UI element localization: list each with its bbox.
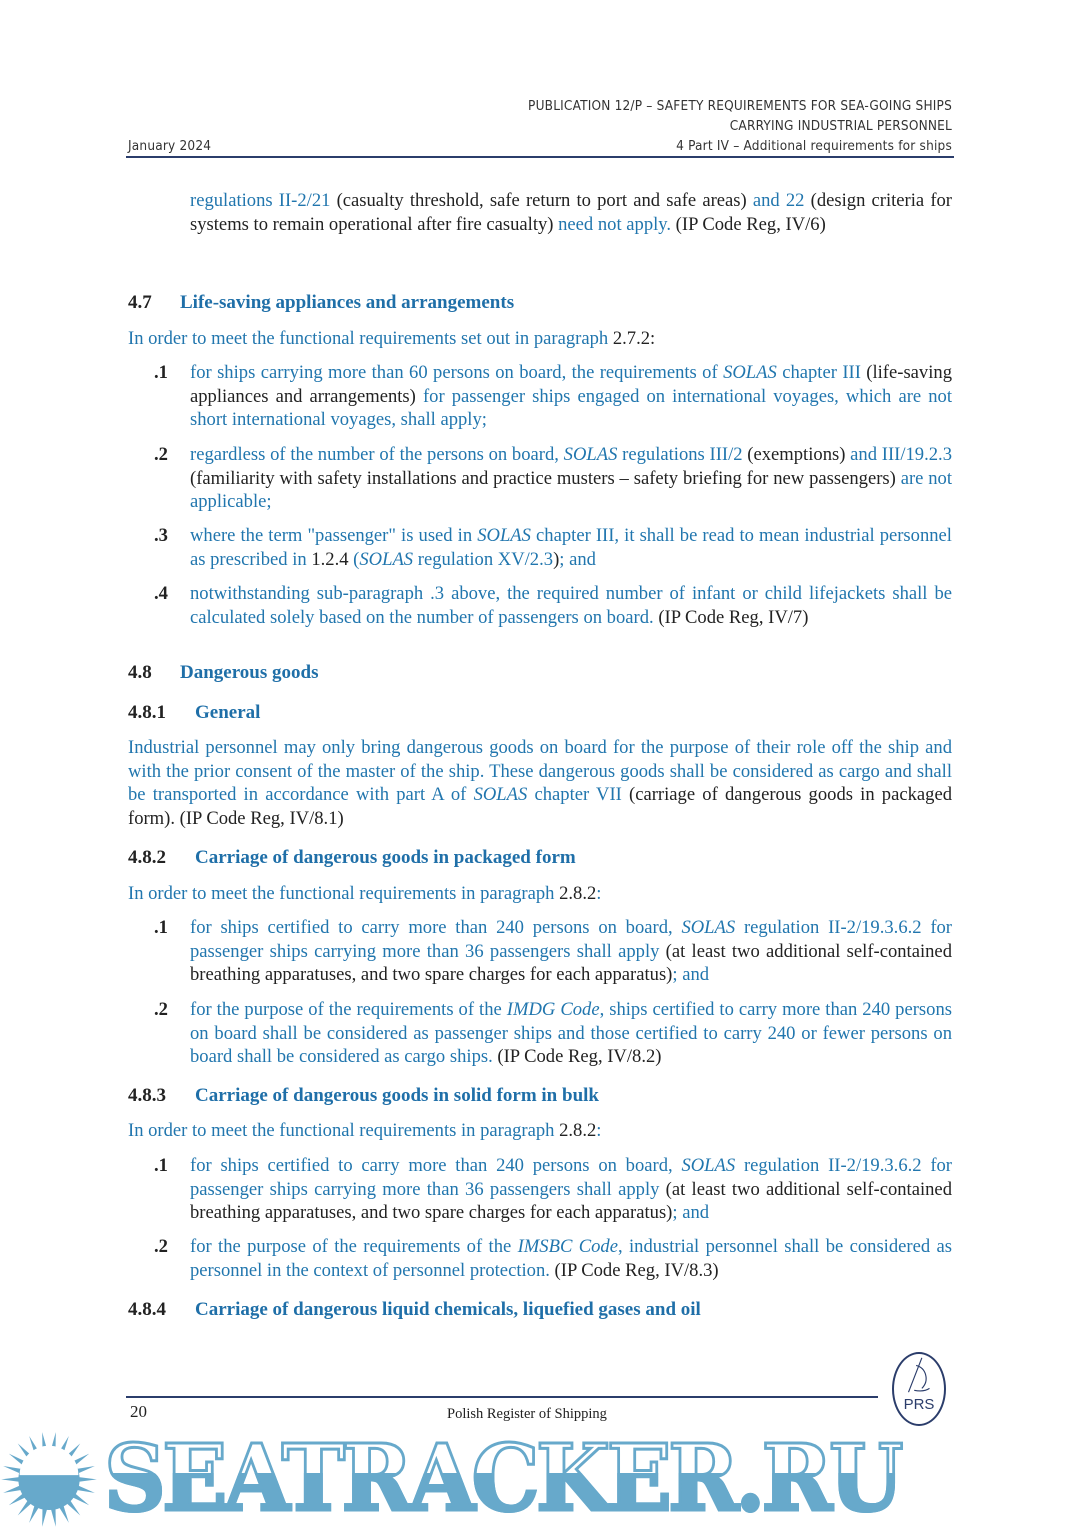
- section-title: Carriage of dangerous liquid chemicals, liquefied gases and oil: [195, 1299, 701, 1320]
- list-item: [190, 1154, 952, 1225]
- text-run: chapter III, it shall be read to mean industrial personnel as prescribed in: [190, 525, 952, 570]
- text-run: In order to meet the functional requirements in paragraph: [128, 883, 560, 904]
- text-run: Industrial personnel may only bring dangerous goods on board for the purpose of their role off the ship and with the prior consent of the master of the ship. These dangerous goods shall be considered as cargo and shall be transported in accordance with part A of: [128, 737, 952, 806]
- text-run: for ships certified to carry more than 240 persons on board,: [190, 917, 682, 938]
- section-heading: [128, 1298, 701, 1322]
- text-run: (carriage of dangerous goods in packaged form). (IP Code Reg, IV/8.1): [128, 784, 953, 829]
- text-run: (IP Code Reg, IV/7): [653, 606, 809, 628]
- text-run: notwithstanding sub-paragraph .3 above, the required number of infant or child lifejackets shall be calculated solely based on the number of passengers on board.: [190, 583, 952, 628]
- text-run: 2.7.2:: [612, 328, 656, 349]
- text-run: (casualty threshold, safe return to port and safe areas): [330, 190, 753, 211]
- section-title: Carriage of dangerous goods in solid form in bulk: [195, 1085, 599, 1106]
- text-run: chapter VII: [527, 784, 622, 806]
- list-item-number: .1: [154, 362, 168, 383]
- text-run: (life-saving appliances and arrangements): [190, 362, 952, 407]
- text-run: SOLAS: [359, 548, 414, 570]
- logo-figure-icon: [894, 1354, 944, 1396]
- text-run: , industrial personnel shall be considered as personnel in the context of personnel protection.: [190, 1236, 952, 1281]
- list-item-number: .2: [154, 1236, 168, 1257]
- sun-ray: [1, 1477, 21, 1482]
- text-run: and III/19.2.3: [850, 444, 952, 465]
- section-number: 4.8.1: [128, 702, 166, 723]
- text-run: regulation II-2/19.3.6.2 for passenger ships carrying more than 36 passengers shall apply: [190, 917, 953, 962]
- text-run: :: [596, 1120, 602, 1141]
- list-item: [190, 1235, 952, 1282]
- logo-text: PRS: [903, 1396, 935, 1413]
- text-run: for ships certified to carry more than 240 persons on board,: [190, 1155, 682, 1176]
- list-item: [190, 916, 952, 987]
- watermark-text: SEATRACKER.RU: [104, 1424, 900, 1532]
- list-item-number: .2: [154, 444, 168, 465]
- text-run: (at least two additional self-contained breathing apparatuses, and two spare charges for each apparatus): [190, 940, 952, 986]
- paragraph: [128, 736, 952, 830]
- text-run: regulation II-2/19.3.6.2 for passenger ships carrying more than 36 passengers shall apply: [190, 1155, 953, 1200]
- paragraph: [128, 882, 952, 906]
- header-title-line2: CARRYING INDUSTRIAL PERSONNEL: [729, 118, 952, 134]
- text-run: (IP Code Reg, IV/8.2): [492, 1046, 662, 1068]
- text-run: SOLAS: [563, 444, 618, 465]
- text-run: 2.8.2: [559, 1120, 597, 1141]
- text-run: In order to meet the functional requirements in paragraph: [128, 1120, 560, 1141]
- text-run: chapter III: [776, 362, 861, 383]
- list-item: [190, 443, 952, 514]
- section-heading: [128, 291, 514, 315]
- section-heading: [128, 701, 260, 725]
- text-run: ; and: [672, 964, 710, 986]
- footer-rule: [126, 1396, 878, 1398]
- paragraph: [128, 327, 952, 351]
- section-number: 4.8.2: [128, 847, 166, 868]
- text-run: regulations III/2: [617, 444, 743, 465]
- text-run: need not apply.: [558, 213, 672, 235]
- text-run: regulations II-2/21: [190, 190, 331, 211]
- footer-publisher: Polish Register of Shipping: [447, 1406, 607, 1422]
- section-number: 4.7: [128, 292, 152, 313]
- text-run: ; and: [672, 1202, 710, 1224]
- header-section: 4 Part IV – Additional requirements for ships: [676, 138, 952, 154]
- section-number: 4.8.3: [128, 1085, 166, 1106]
- text-run: 1.2.4: [311, 548, 349, 570]
- text-run: IMSBC Code: [517, 1236, 618, 1257]
- list-item: [190, 998, 952, 1069]
- section-heading: [128, 1084, 599, 1108]
- paragraph: [128, 1119, 952, 1143]
- header-rule: [126, 156, 954, 158]
- text-run: (exemptions): [742, 444, 851, 465]
- text-run: (at least two additional self-contained breathing apparatuses, and two spare charges for each apparatus): [190, 1178, 952, 1224]
- text-run: (familiarity with safety installations and practice musters – safety briefing for new passengers): [190, 467, 901, 489]
- header-date: January 2024: [128, 138, 212, 154]
- section-heading: [128, 661, 318, 685]
- list-item: [190, 524, 952, 571]
- text-run: :: [596, 883, 602, 904]
- text-run: SOLAS: [681, 917, 736, 938]
- list-item-number: .3: [154, 525, 168, 546]
- text-run: regardless of the number of the persons on board,: [190, 444, 564, 465]
- list-item-number: .1: [154, 1155, 168, 1176]
- text-run: (IP Code Reg, IV/6): [671, 213, 826, 235]
- text-run: for the purpose of the requirements of the: [190, 1236, 518, 1257]
- section-title: Dangerous goods: [180, 662, 319, 683]
- text-run: 2.8.2: [559, 883, 597, 904]
- text-run: , ships certified to carry more than 240 persons on board shall be considered as passenger ships and those certified to carry 240 or fewer persons on board shall be considered as cargo ships.: [190, 999, 952, 1068]
- text-run: for ships carrying more than 60 persons on board, the requirements of: [190, 362, 724, 383]
- text-run: (design criteria for systems to remain operational after fire casualty): [190, 190, 952, 235]
- list-item-number: .2: [154, 999, 168, 1020]
- text-run: ): [553, 548, 560, 570]
- text-run: SOLAS: [473, 784, 528, 806]
- section-number: 4.8: [128, 662, 152, 683]
- page-number: 20: [130, 1402, 147, 1421]
- sun-ray: [77, 1477, 97, 1482]
- header-title-line1: PUBLICATION 12/P – SAFETY REQUIREMENTS FOR SEA-GOING SHIPS: [528, 98, 952, 114]
- prs-logo: [892, 1352, 946, 1426]
- text-run: IMDG Code: [506, 999, 600, 1020]
- text-run: for passenger ships engaged on international voyages, which are not short international voyages, shall apply;: [190, 385, 953, 431]
- text-run: and 22: [752, 190, 805, 211]
- text-run: SOLAS: [723, 362, 777, 383]
- text-run: (IP Code Reg, IV/8.3): [549, 1259, 719, 1281]
- section-number: 4.8.4: [128, 1299, 166, 1320]
- text-run: SOLAS: [477, 525, 531, 546]
- section-title: Carriage of dangerous goods in packaged form: [195, 847, 576, 868]
- text-run: SOLAS: [681, 1155, 736, 1176]
- text-run: are not applicable;: [190, 467, 953, 513]
- text-run: In order to meet the functional requirements set out in paragraph: [128, 328, 613, 349]
- list-item: [190, 582, 952, 629]
- paragraph: [190, 189, 952, 236]
- list-item: [190, 361, 952, 432]
- text-run: regulation XV/2.3: [413, 548, 554, 570]
- watermark-sun-icon: [0, 1430, 98, 1527]
- text-run: for the purpose of the requirements of the: [190, 999, 507, 1020]
- section-title: General: [195, 702, 261, 723]
- list-item-number: .4: [154, 583, 168, 604]
- text-run: (: [348, 548, 360, 570]
- text-run: where the term "passenger" is used in: [190, 525, 478, 546]
- list-item-number: .1: [154, 917, 168, 938]
- section-heading: [128, 846, 576, 870]
- text-run: ; and: [559, 548, 596, 570]
- section-title: Life-saving appliances and arrangements: [180, 292, 515, 313]
